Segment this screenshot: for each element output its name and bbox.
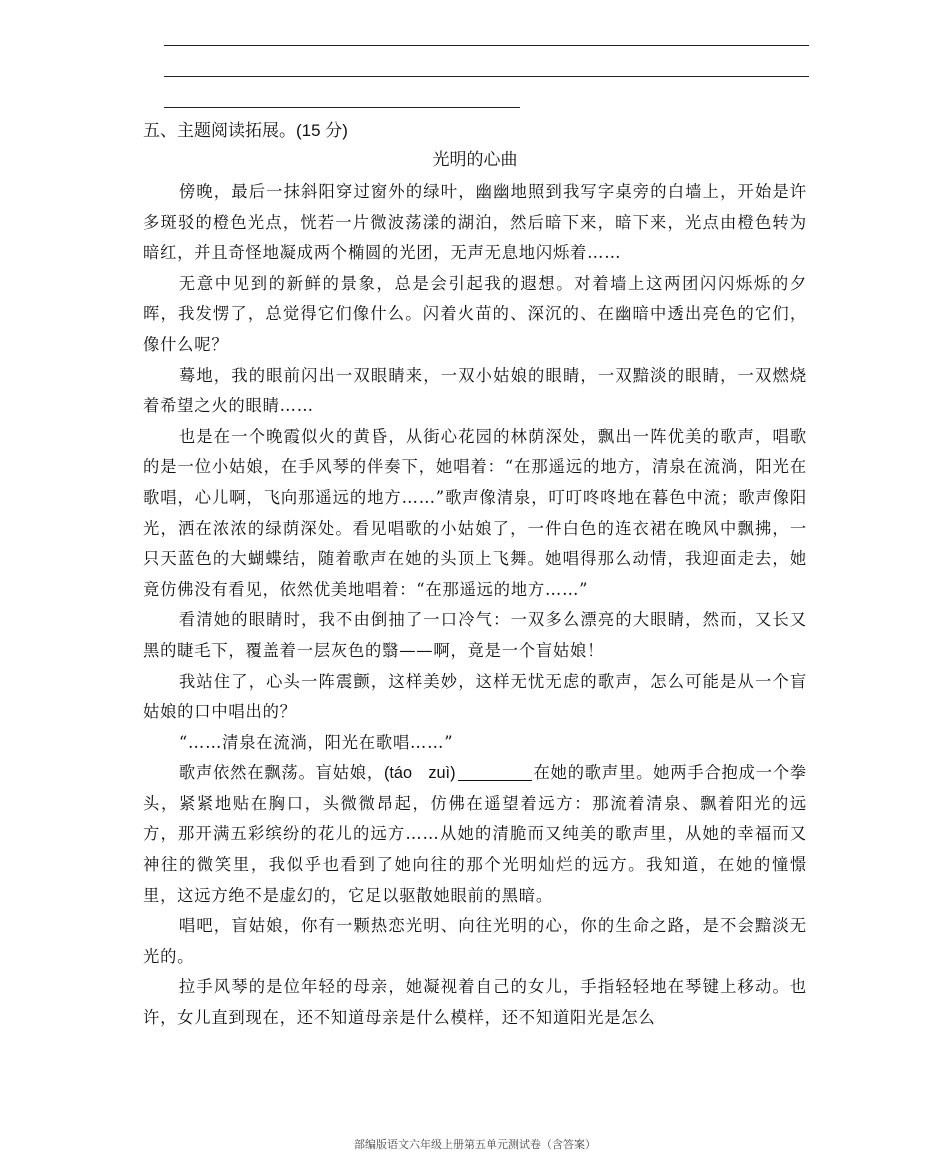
paragraph-7: “……清泉在流淌，阳光在歌唱……” [178, 732, 454, 752]
paragraph-4: 也是在一个晚霞似火的黄昏，从街心花园的林荫深处，飘出一阵优美的歌声，唱歌的是一位小姑娘，在手风琴的伴奏下，她唱着：“在那遥远的地方，清泉在流淌，阳光在歌唱，心儿啊，飞向那遥远的地方……”歌声像清泉，叮叮咚咚地在暮色中流；歌声像阳光，洒在浓浓的绿荫深处。看见唱歌的小姑娘了，一件白色的连衣裙在晚风中飘拂，一只天蓝色的大蝴蝶结，随着歌声在她的头顶上飞舞。她唱得那么动情，我迎面走去，她竟仿佛没有看见，依然优美地唱着：“在那遥远的地方……” [143, 426, 807, 599]
answer-line-3[interactable] [164, 107, 520, 108]
paragraph-1: 傍晚，最后一抹斜阳穿过窗外的绿叶，幽幽地照到我写字桌旁的白墙上，开始是许多斑驳的橙色光点，恍若一片微波荡漾的湖泊，然后暗下来，暗下来，光点由橙色转为暗红，并且奇怪地凝成两个椭圆的光团，无声无息地闪烁着…… [143, 182, 807, 263]
essay-passage [143, 177, 807, 1034]
paragraph-10: 拉手风琴的是位年轻的母亲，她凝视着自己的女儿，手指轻轻地在琴键上移动。也许，女儿直到现在，还不知道母亲是什么模样，还不知道阳光是怎么 [143, 977, 807, 1028]
paragraph-8-end: 在她的歌声里。她两手合抱成一个拳头，紧紧地贴在胸口，头微微昂起，仿佛在遥望着远方：那流着清泉、飘着阳光的远方，那开满五彩缤纷的花儿的远方……从她的清脆而又纯美的歌声里，从她的幸福而又神往的微笑里，我似乎也看到了她向往的那个光明灿烂的远方。我知道，在她的憧憬里，这远方绝不是虚幻的，它足以驱散她眼前的黑暗。 [143, 763, 807, 905]
page-footer: 部编版语文六年级上册第五单元测试卷（含答案） [354, 1138, 596, 1151]
paragraph-3: 蓦地，我的眼前闪出一双眼睛来，一双小姑娘的眼睛，一双黯淡的眼睛，一双燃烧着希望之火的眼睛…… [143, 365, 807, 416]
paragraph-8 [143, 758, 807, 911]
answer-line-1[interactable] [164, 45, 809, 46]
fill-in-blank[interactable] [458, 762, 532, 781]
pinyin-prompt: (táo zuì) [383, 764, 456, 783]
section-heading-text: 五、主题阅读拓展。 [143, 121, 296, 141]
paragraph-6: 我站住了，心头一阵震颤，这样美妙，这样无忧无虑的歌声，怎么可能是从一个盲姑娘的口中唱出的？ [143, 671, 807, 722]
essay-title: 光明的心曲 [432, 150, 518, 170]
paragraph-8-start: 歌声依然在飘荡。盲姑娘， [178, 763, 384, 783]
paragraph-9: 唱吧，盲姑娘，你有一颗热恋光明、向往光明的心，你的生命之路，是不会黯淡无光的。 [143, 916, 807, 966]
paragraph-5: 看清她的眼睛时，我不由倒抽了一口冷气：一双多么漂亮的大眼睛，然而，又长又黑的睫毛下，覆盖着一层灰色的翳——啊，竟是一个盲姑娘！ [143, 610, 807, 660]
section-heading [143, 118, 348, 144]
paragraph-2: 无意中见到的新鲜的景象，总是会引起我的遐想。对着墙上这两团闪闪烁烁的夕晖，我发愣了，总觉得它们像什么。闪着火苗的、深沉的、在幽暗中透出亮色的它们，像什么呢？ [143, 273, 807, 354]
answer-line-2[interactable] [164, 76, 809, 77]
section-score: (15 分) [296, 121, 348, 140]
